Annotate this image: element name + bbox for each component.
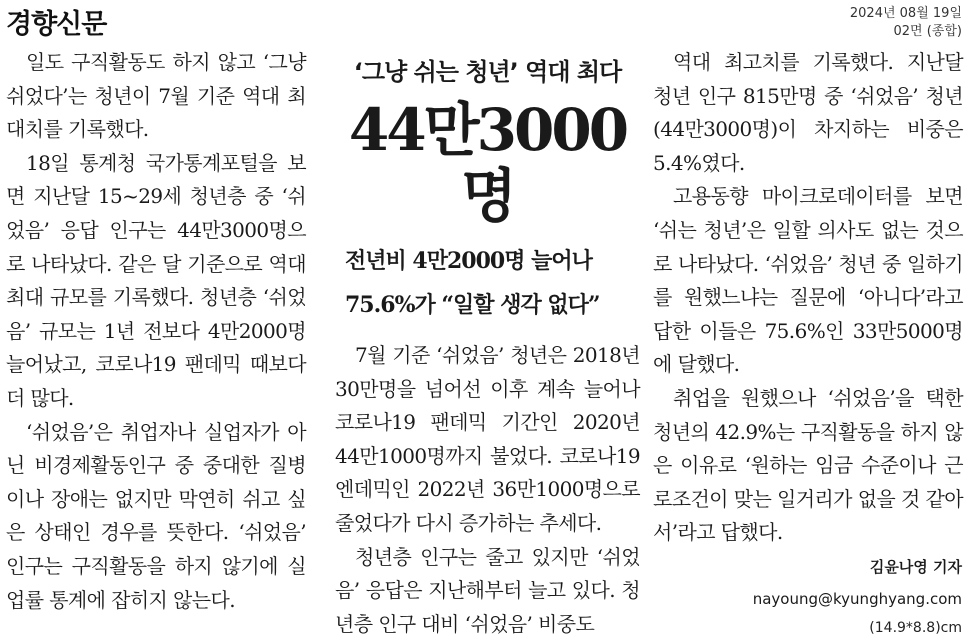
article-column-3 [653,46,963,550]
paragraph: 고용동향 마이크로데이터를 보면 ‘쉬는 청년’은 일할 의사도 없는 것으로 나타났다. ‘쉬었음’ 청년 중 일하기를 원했느냐는 질문에 ‘아니다’라고 답한 이들은 75.6%인 33만5000명에 달했다. [653,184,963,377]
reporter-byline: 김윤나영 기자 [869,558,962,576]
page-section: 02면 (종합) [893,24,962,39]
paragraph: ‘쉬었음’은 취업자나 실업자가 아닌 비경제활동인구 중 중대한 질병이나 장애는 없지만 막연히 쉬고 싶은 상태인 경우를 뜻한다. ‘쉬었음’ 인구는 구직활동을 하지 않기에 실업률 통계에 잡히지 않는다. [6,419,306,612]
article-column-2 [335,46,640,641]
article-column-1 [6,46,306,617]
paragraph: 7월 기준 ‘쉬었음’ 청년은 2018년 30만명을 넘어선 이후 계속 늘어나 코로나19 팬데믹 기간인 2020년 44만1000명까지 불었다. 코로나19 엔데믹인 2022년 36만1000명으로 줄었다가 다시 증가하는 추세다. [335,343,640,535]
publish-date: 2024년 08월 19일 [849,6,962,21]
clip-size: (14.9*8.8)cm [869,620,962,636]
paragraph: 역대 최고치를 기록했다. 지난달 청년 인구 815만명 중 ‘쉬었음’ 청년(44만3000명)이 차지하는 비중은 5.4%였다. [653,50,963,175]
subheadline [335,239,640,327]
headline: 44만3000명 [348,96,627,230]
subheadline-line: 전년비 4만2000명 늘어나 [345,248,592,274]
kicker-title: ‘그냥 쉬는 청년’ 역대 최다 [353,58,622,86]
subheadline-line: 75.6%가 “일할 생각 없다” [345,292,600,318]
reporter-email: nayoung@kyunghyang.com [752,590,962,608]
paragraph: 청년층 인구는 줄고 있지만 ‘쉬었음’ 응답은 지난해부터 늘고 있다. 청년층 인구 대비 ‘쉬었음’ 비중도 [335,544,640,636]
paragraph: 18일 통계청 국가통계포털을 보면 지난달 15~29세 청년층 중 ‘쉬었음’ 응답 인구는 44만3000명으로 나타났다. 같은 달 기준으로 역대 최대 규모를 기록했다. 청년층 ‘쉬었음’ 규모는 1년 전보다 4만2000명 늘어났고, 코로나19 팬데믹 때보다 더 많다. [6,150,306,410]
paragraph: 일도 구직활동도 하지 않고 ‘그냥 쉬었다’는 청년이 7월 기준 역대 최대치를 기록했다. [6,50,306,142]
newspaper-logo: 경향신문 [6,9,107,40]
paragraph: 취업을 원했으나 ‘쉬었음’을 택한 청년의 42.9%는 구직활동을 하지 않은 이유로 ‘원하는 임금 수준이나 근로조건이 맞는 일거리가 없을 것 같아서’라고 답했다. [653,385,963,545]
